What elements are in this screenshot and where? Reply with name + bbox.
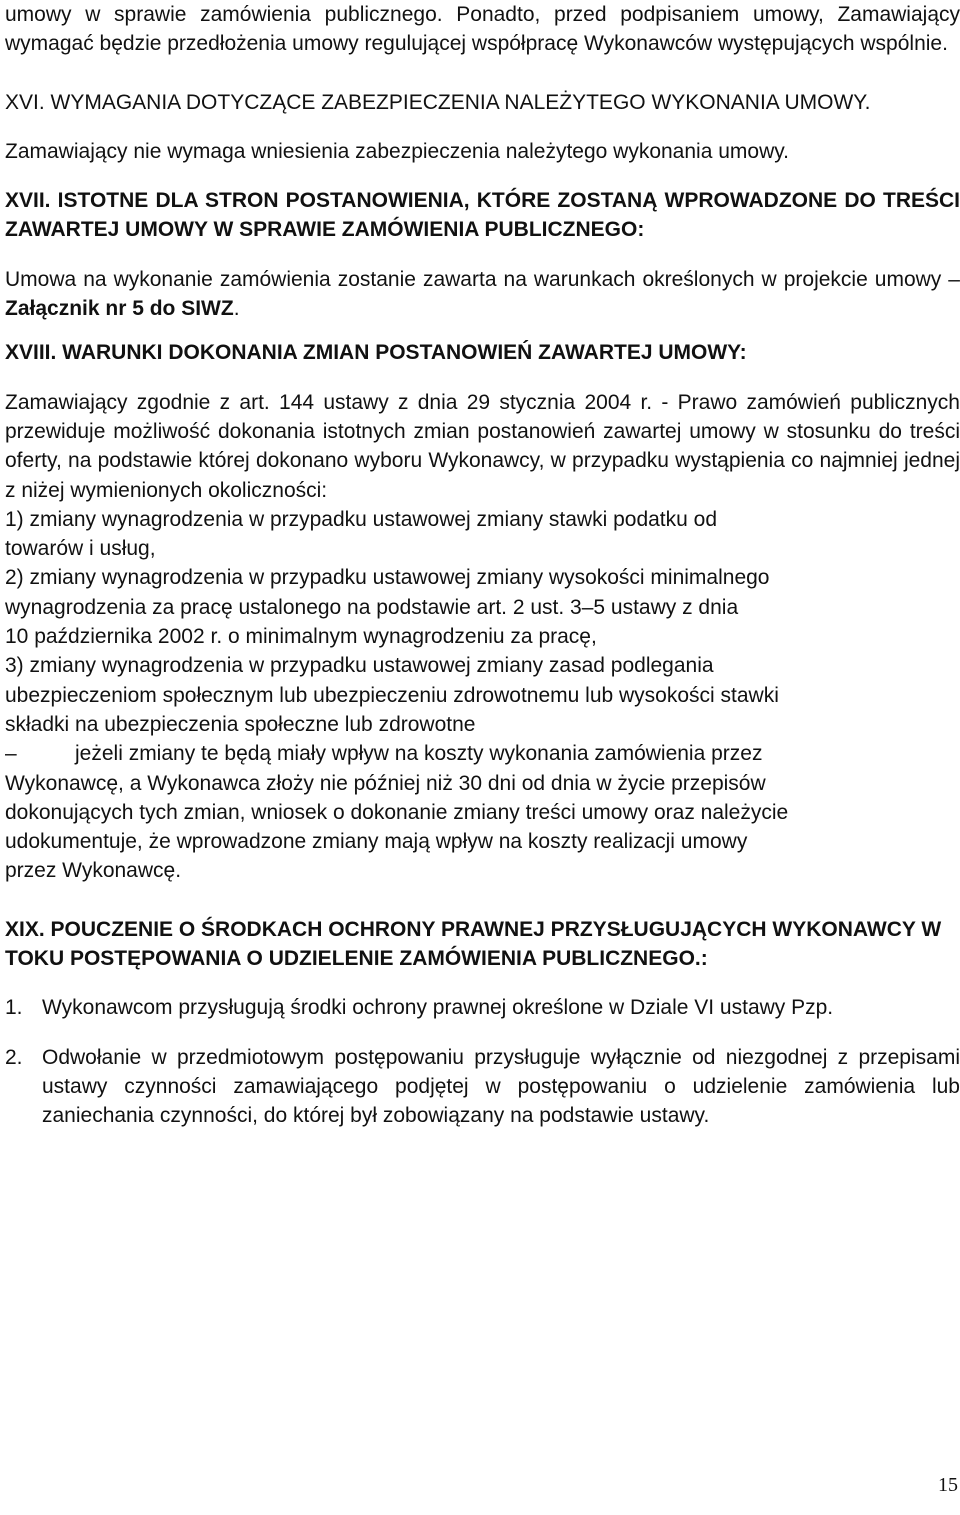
section-xvii-body-text: Umowa na wykonanie zamówienia zostanie zawarta na warunkach określonych w projekcie umowy –: [5, 267, 960, 291]
remedy-item-2-text: Odwołanie w przedmiotowym postępowaniu przysługuje wyłącznie od niezgodnej z przepisami ustawy czynności zamawiającego podjętej w postępowaniu o udzielenie zamówienia lub zaniechania czynności, do której był zobowiązany na podstawie ustawy.: [42, 1045, 960, 1128]
section-xviii-heading: XVIII. WARUNKI DOKONANIA ZMIAN POSTANOWIEŃ ZAWARTEJ UMOWY:: [5, 341, 747, 365]
change-item-2-line-3: 10 października 2002 r. o minimalnym wynagrodzeniu za pracę,: [5, 625, 597, 649]
condition-line-3: dokonujących tych zmian, wniosek o dokonanie zmiany treści umowy oraz należycie: [5, 800, 789, 824]
condition-line-4: udokumentuje, że wprowadzone zmiany mają wpływ na koszty realizacji umowy: [5, 830, 748, 854]
condition-line-1-text: jeżeli zmiany te będą miały wpływ na koszty wykonania zamówienia przez: [75, 742, 763, 766]
attachment-reference: Załącznik nr 5 do SIWZ: [5, 297, 234, 321]
change-item-3-line-2: ubezpieczeniom społecznym lub ubezpieczeniu zdrowotnemu lub wysokości stawki: [5, 683, 779, 707]
remedy-item-1: [5, 993, 960, 1022]
condition-line-2: Wykonawcę, a Wykonawca złoży nie później niż 30 dni od dnia w życie przepisów: [5, 771, 766, 795]
change-item-3-line-1: 3) zmiany wynagrodzenia w przypadku ustawowej zmiany zasad podlegania: [5, 654, 714, 678]
continuation-paragraph: umowy w sprawie zamówienia publicznego. Ponadto, przed podpisaniem umowy, Zamawiający wymagać będzie przedłożenia umowy regulującej współpracę Wykonawców występujących wspólnie.: [5, 3, 960, 56]
condition-line-5: przez Wykonawcę.: [5, 859, 182, 883]
section-xvi-heading: XVI. WYMAGANIA DOTYCZĄCE ZABEZPIECZENIA NALEŻYTEGO WYKONANIA UMOWY.: [5, 90, 871, 114]
remedy-item-1-number: 1.: [5, 996, 23, 1020]
document-page: [5, 0, 960, 1131]
page-number: 15: [938, 1474, 958, 1496]
condition-dash: –: [5, 742, 17, 766]
change-item-1-line-2: towarów i usług,: [5, 537, 156, 561]
remedy-item-1-text: Wykonawcom przysługują środki ochrony prawnej określone w Dziale VI ustawy Pzp.: [42, 996, 834, 1020]
section-xvii-body-end: .: [233, 297, 240, 321]
section-xvi-body: Zamawiający nie wymaga wniesienia zabezpieczenia należytego wykonania umowy.: [5, 139, 790, 163]
change-item-2-line-1: 2) zmiany wynagrodzenia w przypadku ustawowej zmiany wysokości minimalnego: [5, 566, 770, 590]
section-xvii-body: [5, 265, 960, 324]
change-item-1-line-1: 1) zmiany wynagrodzenia w przypadku ustawowej zmiany stawki podatku od: [5, 507, 718, 531]
change-item-3-line-3: składki na ubezpieczenia społeczne lub zdrowotne: [5, 712, 476, 736]
condition-line-1: [5, 739, 960, 768]
section-xvii-heading: XVII. ISTOTNE DLA STRON POSTANOWIENIA, KTÓRE ZOSTANĄ WPROWADZONE DO TREŚCI ZAWARTEJ UMOWY W SPRAWIE ZAMÓWIENIA PUBLICZNEGO:: [5, 189, 960, 242]
remedy-item-2: [5, 1043, 960, 1131]
remedy-item-2-number: 2.: [5, 1045, 23, 1069]
change-item-2-line-2: wynagrodzenia za pracę ustalonego na podstawie art. 2 ust. 3–5 ustawy z dnia: [5, 595, 739, 619]
section-xviii-intro: Zamawiający zgodnie z art. 144 ustawy z dnia 29 stycznia 2004 r. - Prawo zamówień publicznych przewiduje możliwość dokonania istotnych zmian postanowień zawartej umowy w stosunku do treści oferty, na podstawie której dokonano wyboru Wykonawcy, w przypadku wystąpienia co najmniej jednej z niżej wymienionych okoliczności:: [5, 390, 960, 502]
section-xix-heading: XIX. POUCZENIE O ŚRODKACH OCHRONY PRAWNEJ PRZYSŁUGUJĄCYCH WYKONAWCY W TOKU POSTĘPOWANIA O UDZIELENIE ZAMÓWIENIA PUBLICZNEGO.:: [5, 917, 942, 971]
